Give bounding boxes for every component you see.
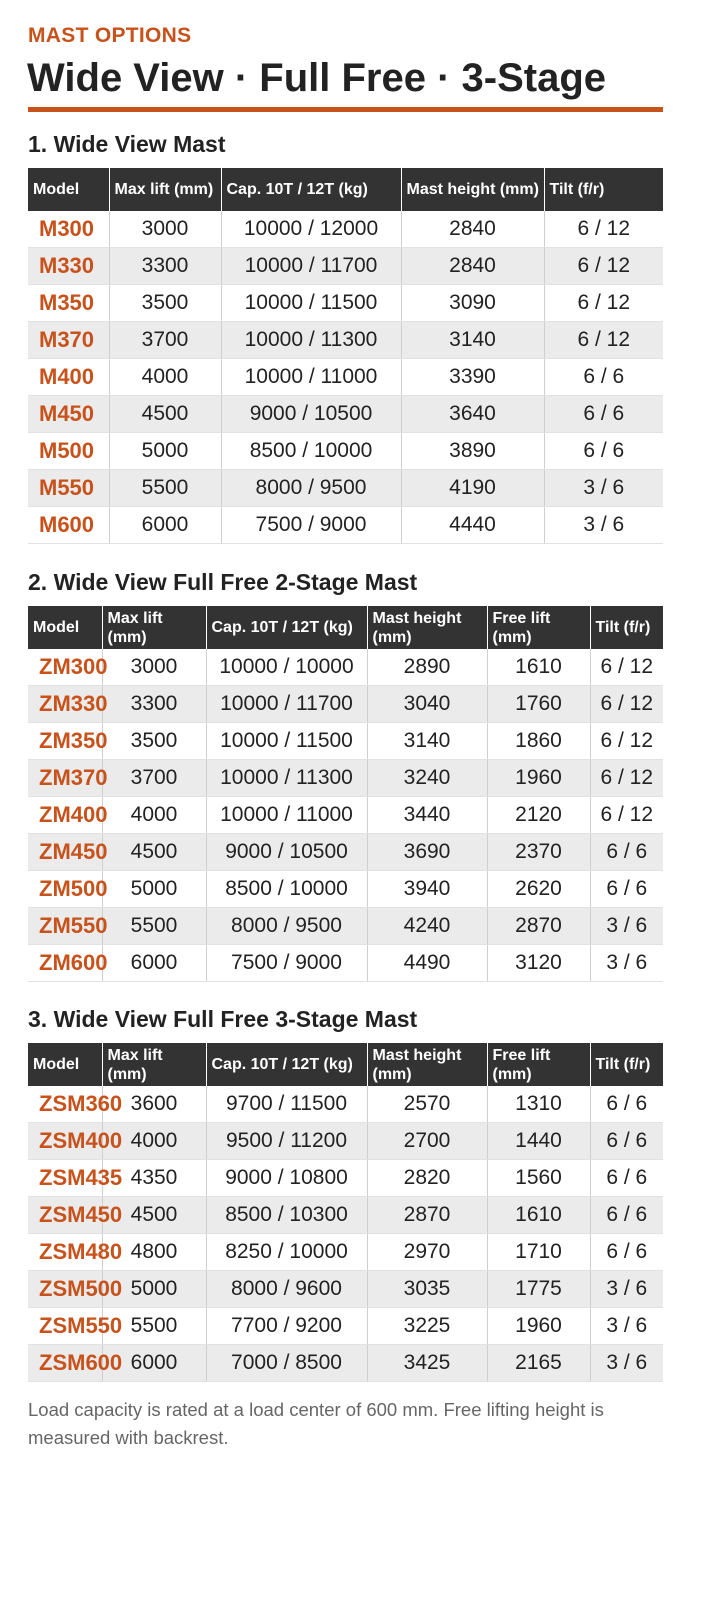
table-row <box>28 507 663 544</box>
table-cell: 3690 <box>367 834 487 871</box>
table-cell: 8500 / 10000 <box>206 871 367 908</box>
table-cell: 3240 <box>367 760 487 797</box>
full-free-2-stage-section <box>28 566 663 982</box>
table-row <box>28 1345 663 1382</box>
table-cell: 6 / 6 <box>544 396 663 433</box>
table-cell: 6000 <box>102 945 206 982</box>
full-free-3-stage-table <box>28 1043 663 1382</box>
model-cell: ZM600 <box>28 945 102 982</box>
table-cell: 10000 / 11300 <box>206 760 367 797</box>
section-title: 3. Wide View Full Free 3-Stage Mast <box>28 1006 418 1032</box>
column-header: Free lift (mm) <box>487 1043 590 1086</box>
table-cell: 4440 <box>401 507 544 544</box>
table-cell: 1560 <box>487 1160 590 1197</box>
model-cell: ZSM435 <box>28 1160 102 1197</box>
table-cell: 9700 / 11500 <box>206 1086 367 1123</box>
table-cell: 3 / 6 <box>544 470 663 507</box>
model-cell: M450 <box>28 396 109 433</box>
table-cell: 3120 <box>487 945 590 982</box>
table-cell: 3140 <box>367 723 487 760</box>
table-cell: 5500 <box>102 1308 206 1345</box>
model-cell: ZSM500 <box>28 1271 102 1308</box>
model-cell: M300 <box>28 211 109 248</box>
column-header: Max lift (mm) <box>102 606 206 649</box>
table-cell: 1710 <box>487 1234 590 1271</box>
table-row <box>28 1234 663 1271</box>
table-cell: 3890 <box>401 433 544 470</box>
table-row <box>28 248 663 285</box>
table-cell: 3035 <box>367 1271 487 1308</box>
table-cell: 1775 <box>487 1271 590 1308</box>
model-cell: M400 <box>28 359 109 396</box>
footnote: Load capacity is rated at a load center of 600 mm. Free lifting height is measured with backrest. <box>28 1399 604 1448</box>
table-cell: 6 / 6 <box>590 1160 663 1197</box>
table-cell: 1310 <box>487 1086 590 1123</box>
table-cell: 3 / 6 <box>590 1271 663 1308</box>
table-cell: 4000 <box>102 797 206 834</box>
model-cell: ZSM550 <box>28 1308 102 1345</box>
table-cell: 3 / 6 <box>590 908 663 945</box>
model-cell: M500 <box>28 433 109 470</box>
table-cell: 7500 / 9000 <box>221 507 401 544</box>
table-cell: 3300 <box>109 248 221 285</box>
model-cell: M350 <box>28 285 109 322</box>
table-cell: 10000 / 11500 <box>206 723 367 760</box>
table-row <box>28 1160 663 1197</box>
column-header: Mast height (mm) <box>367 606 487 649</box>
full-free-2-stage-table <box>28 606 663 982</box>
table-cell: 5000 <box>102 871 206 908</box>
table-cell: 6 / 6 <box>590 1234 663 1271</box>
table-cell: 9000 / 10800 <box>206 1160 367 1197</box>
table-cell: 3500 <box>102 723 206 760</box>
column-header: Cap. 10T / 12T (kg) <box>206 606 367 649</box>
table-cell: 6 / 12 <box>544 211 663 248</box>
table-cell: 3600 <box>102 1086 206 1123</box>
table-cell: 8500 / 10300 <box>206 1197 367 1234</box>
table-cell: 4500 <box>109 396 221 433</box>
table-cell: 6 / 6 <box>590 834 663 871</box>
column-header: Tilt (f/r) <box>590 606 663 649</box>
column-header: Max lift (mm) <box>109 168 221 211</box>
table-row <box>28 285 663 322</box>
table-row <box>28 433 663 470</box>
table-cell: 10000 / 11000 <box>206 797 367 834</box>
table-cell: 4000 <box>102 1123 206 1160</box>
model-cell: ZM330 <box>28 686 102 723</box>
section-title: 2. Wide View Full Free 2-Stage Mast <box>28 569 418 595</box>
table-row <box>28 1308 663 1345</box>
model-cell: ZSM360 <box>28 1086 102 1123</box>
table-cell: 2840 <box>401 211 544 248</box>
table-cell: 8000 / 9500 <box>206 908 367 945</box>
table-cell: 1960 <box>487 1308 590 1345</box>
model-cell: M550 <box>28 470 109 507</box>
table-cell: 2970 <box>367 1234 487 1271</box>
table-cell: 6000 <box>109 507 221 544</box>
table-cell: 6 / 12 <box>544 322 663 359</box>
table-cell: 2820 <box>367 1160 487 1197</box>
wide-view-mast-table <box>28 168 663 544</box>
table-cell: 10000 / 11700 <box>206 686 367 723</box>
table-cell: 6 / 6 <box>590 1123 663 1160</box>
table-cell: 3700 <box>102 760 206 797</box>
table-cell: 2570 <box>367 1086 487 1123</box>
table-cell: 6 / 12 <box>544 285 663 322</box>
table-cell: 10000 / 11500 <box>221 285 401 322</box>
table-cell: 2890 <box>367 649 487 686</box>
table-cell: 4800 <box>102 1234 206 1271</box>
table-cell: 3040 <box>367 686 487 723</box>
table-row <box>28 396 663 433</box>
table-cell: 3 / 6 <box>590 1345 663 1382</box>
table-cell: 6 / 6 <box>590 871 663 908</box>
table-cell: 6 / 6 <box>544 433 663 470</box>
title-divider <box>28 107 663 112</box>
table-cell: 1610 <box>487 649 590 686</box>
table-cell: 2870 <box>487 908 590 945</box>
table-cell: 6 / 12 <box>590 686 663 723</box>
table-cell: 5000 <box>109 433 221 470</box>
table-cell: 10000 / 12000 <box>221 211 401 248</box>
table-cell: 6 / 6 <box>590 1086 663 1123</box>
table-cell: 2700 <box>367 1123 487 1160</box>
model-cell: ZSM400 <box>28 1123 102 1160</box>
table-row <box>28 797 663 834</box>
column-header: Model <box>28 168 109 211</box>
table-row <box>28 211 663 248</box>
table-row <box>28 908 663 945</box>
table-cell: 3425 <box>367 1345 487 1382</box>
table-cell: 4190 <box>401 470 544 507</box>
table-cell: 1760 <box>487 686 590 723</box>
table-cell: 2165 <box>487 1345 590 1382</box>
table-cell: 7000 / 8500 <box>206 1345 367 1382</box>
table-cell: 3300 <box>102 686 206 723</box>
table-cell: 5500 <box>102 908 206 945</box>
column-header: Free lift (mm) <box>487 606 590 649</box>
table-cell: 10000 / 11000 <box>221 359 401 396</box>
table-row <box>28 834 663 871</box>
table-row <box>28 649 663 686</box>
table-row <box>28 871 663 908</box>
model-cell: M600 <box>28 507 109 544</box>
column-header: Tilt (f/r) <box>590 1043 663 1086</box>
table-cell: 3000 <box>102 649 206 686</box>
table-row <box>28 760 663 797</box>
table-cell: 7500 / 9000 <box>206 945 367 982</box>
table-cell: 4500 <box>102 1197 206 1234</box>
table-cell: 3000 <box>109 211 221 248</box>
model-cell: M370 <box>28 322 109 359</box>
table-cell: 6 / 12 <box>590 649 663 686</box>
model-cell: ZM500 <box>28 871 102 908</box>
table-cell: 3440 <box>367 797 487 834</box>
column-header: Tilt (f/r) <box>544 168 663 211</box>
table-row <box>28 322 663 359</box>
table-cell: 6000 <box>102 1345 206 1382</box>
table-cell: 3140 <box>401 322 544 359</box>
table-row <box>28 1271 663 1308</box>
table-cell: 6 / 6 <box>590 1197 663 1234</box>
table-row <box>28 1086 663 1123</box>
table-row <box>28 359 663 396</box>
table-cell: 3 / 6 <box>590 945 663 982</box>
table-cell: 4500 <box>102 834 206 871</box>
table-cell: 2370 <box>487 834 590 871</box>
table-cell: 4350 <box>102 1160 206 1197</box>
model-cell: ZSM450 <box>28 1197 102 1234</box>
table-cell: 3640 <box>401 396 544 433</box>
table-cell: 9500 / 11200 <box>206 1123 367 1160</box>
column-header: Cap. 10T / 12T (kg) <box>221 168 401 211</box>
model-cell: ZSM600 <box>28 1345 102 1382</box>
model-cell: ZM300 <box>28 649 102 686</box>
table-cell: 3700 <box>109 322 221 359</box>
table-cell: 6 / 6 <box>544 359 663 396</box>
table-cell: 2870 <box>367 1197 487 1234</box>
table-cell: 10000 / 11700 <box>221 248 401 285</box>
table-cell: 4000 <box>109 359 221 396</box>
model-cell: ZM370 <box>28 760 102 797</box>
table-cell: 1610 <box>487 1197 590 1234</box>
column-header: Model <box>28 1043 102 1086</box>
table-cell: 8000 / 9600 <box>206 1271 367 1308</box>
model-cell: ZM350 <box>28 723 102 760</box>
table-header-row <box>28 1043 663 1086</box>
table-row <box>28 1123 663 1160</box>
table-cell: 4240 <box>367 908 487 945</box>
table-row <box>28 686 663 723</box>
table-cell: 6 / 12 <box>590 797 663 834</box>
table-row <box>28 945 663 982</box>
model-cell: ZSM480 <box>28 1234 102 1271</box>
column-header: Mast height (mm) <box>401 168 544 211</box>
table-cell: 4490 <box>367 945 487 982</box>
table-cell: 9000 / 10500 <box>206 834 367 871</box>
table-cell: 3 / 6 <box>590 1308 663 1345</box>
table-cell: 2620 <box>487 871 590 908</box>
table-cell: 3090 <box>401 285 544 322</box>
table-cell: 5500 <box>109 470 221 507</box>
table-cell: 1860 <box>487 723 590 760</box>
table-cell: 3500 <box>109 285 221 322</box>
table-cell: 8250 / 10000 <box>206 1234 367 1271</box>
column-header: Max lift (mm) <box>102 1043 206 1086</box>
table-header-row <box>28 168 663 211</box>
column-header: Cap. 10T / 12T (kg) <box>206 1043 367 1086</box>
model-cell: ZM550 <box>28 908 102 945</box>
section-title: 1. Wide View Mast <box>28 131 226 157</box>
table-cell: 10000 / 10000 <box>206 649 367 686</box>
column-header: Mast height (mm) <box>367 1043 487 1086</box>
table-cell: 2120 <box>487 797 590 834</box>
table-cell: 6 / 12 <box>544 248 663 285</box>
table-cell: 3225 <box>367 1308 487 1345</box>
table-cell: 6 / 12 <box>590 760 663 797</box>
table-cell: 6 / 12 <box>590 723 663 760</box>
full-free-3-stage-section <box>28 1003 663 1382</box>
table-cell: 5000 <box>102 1271 206 1308</box>
model-cell: ZM400 <box>28 797 102 834</box>
table-header-row <box>28 606 663 649</box>
table-cell: 1440 <box>487 1123 590 1160</box>
table-cell: 3390 <box>401 359 544 396</box>
table-row <box>28 723 663 760</box>
wide-view-mast-section <box>28 128 663 544</box>
table-cell: 8000 / 9500 <box>221 470 401 507</box>
table-cell: 3 / 6 <box>544 507 663 544</box>
table-cell: 2840 <box>401 248 544 285</box>
table-cell: 8500 / 10000 <box>221 433 401 470</box>
column-header: Model <box>28 606 102 649</box>
section-kicker: MAST OPTIONS <box>28 24 192 47</box>
table-cell: 9000 / 10500 <box>221 396 401 433</box>
table-cell: 3940 <box>367 871 487 908</box>
table-cell: 10000 / 11300 <box>221 322 401 359</box>
model-cell: ZM450 <box>28 834 102 871</box>
table-cell: 1960 <box>487 760 590 797</box>
table-row <box>28 1197 663 1234</box>
page-title: Wide View · Full Free · 3-Stage <box>27 56 607 100</box>
table-row <box>28 470 663 507</box>
model-cell: M330 <box>28 248 109 285</box>
table-cell: 7700 / 9200 <box>206 1308 367 1345</box>
